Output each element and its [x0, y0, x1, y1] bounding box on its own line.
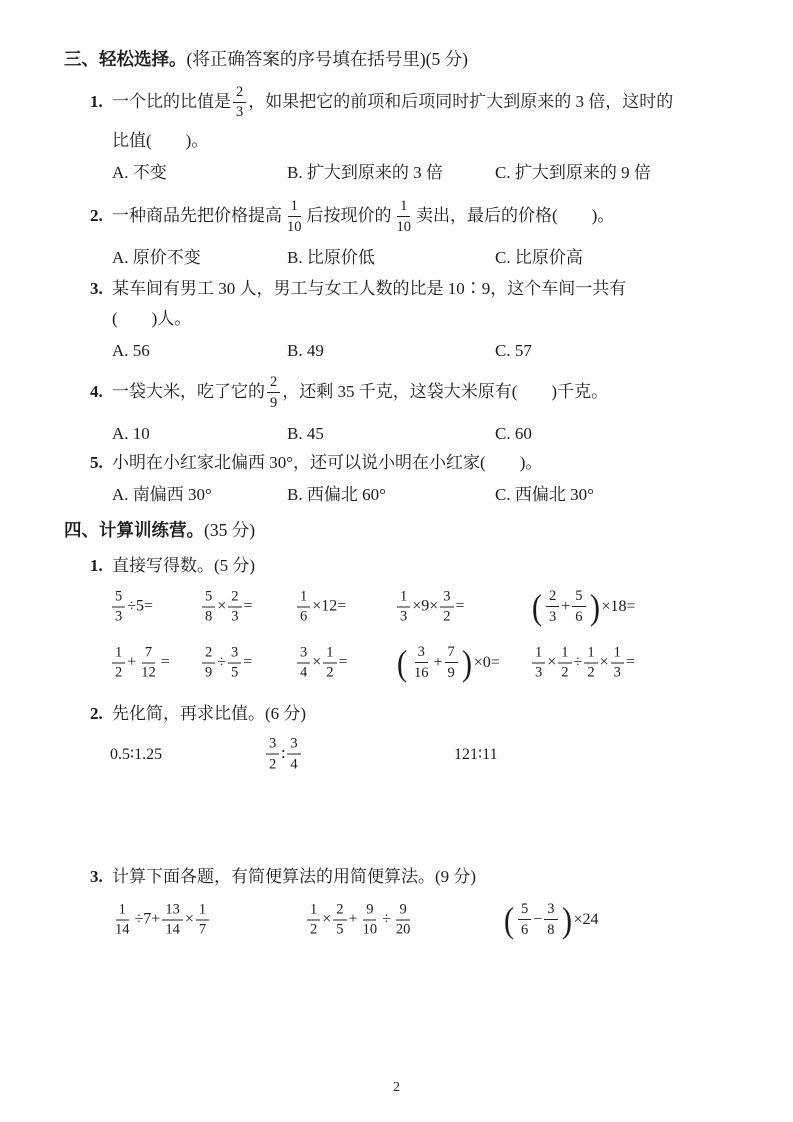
- sub2-title: [64, 701, 719, 727]
- sub3-title: [64, 864, 719, 890]
- text-run: 一袋大米，吃了它的: [112, 382, 265, 402]
- fraction: [307, 902, 320, 937]
- fraction: [323, 645, 336, 680]
- sub3-number: 3.: [90, 867, 103, 887]
- option-b: B. 比原价低: [287, 247, 375, 267]
- question-4-number: 4.: [90, 382, 103, 402]
- text-run: ÷: [217, 653, 227, 671]
- fraction-denominator: 3: [231, 608, 239, 625]
- ratio-expression: [454, 744, 498, 764]
- option-a: A. 不变: [112, 162, 167, 182]
- question-3-line-1: [112, 277, 626, 302]
- fraction-denominator: 2: [269, 756, 277, 773]
- fraction-numerator: 3: [297, 645, 310, 663]
- fraction: [297, 589, 310, 624]
- section4-title: 四、计算训练营。: [64, 519, 204, 540]
- fraction-denominator: 5: [231, 664, 239, 681]
- fraction-numerator: 2: [333, 902, 346, 920]
- text-run: ×: [217, 597, 227, 615]
- option-a: A. 56: [112, 340, 150, 360]
- option-b: B. 西偏北 60°: [287, 485, 386, 504]
- fraction-numerator: 2: [202, 645, 215, 663]
- question-4: [64, 371, 719, 446]
- open-paren: (: [396, 642, 408, 683]
- fraction-denominator: 4: [290, 756, 298, 773]
- math-expression: [530, 645, 635, 680]
- math-expression: [395, 642, 500, 683]
- sub2-number: 2.: [90, 703, 103, 723]
- math-expression: [110, 645, 170, 680]
- question-1-line-2: [112, 129, 208, 154]
- fraction-denominator: 10: [396, 218, 411, 235]
- fraction-numerator: 9: [396, 902, 409, 920]
- fraction-denominator: 10: [362, 921, 378, 938]
- text-run: −: [533, 910, 543, 928]
- option-c: C. 西偏北 30°: [495, 485, 594, 504]
- question-2-options: [90, 246, 719, 270]
- fraction: [112, 645, 125, 680]
- fraction-denominator: 20: [395, 921, 411, 938]
- text-run: 卖出，最后的价格( )。: [416, 206, 615, 226]
- math-expression: [395, 589, 465, 624]
- sub3-text: 计算下面各题，有简便算法的用简便算法。(9 分): [112, 867, 477, 887]
- fraction-denominator: 3: [400, 608, 408, 625]
- fraction: [546, 589, 559, 624]
- option-a: A. 10: [112, 423, 150, 443]
- fraction-numerator: 3: [228, 645, 241, 663]
- question-4-line-1: [112, 375, 608, 410]
- question-1-number: 1.: [90, 91, 103, 111]
- option-c: C. 57: [495, 340, 532, 360]
- fraction-numerator: 9: [363, 902, 376, 920]
- question-2-number: 2.: [90, 206, 103, 226]
- fraction-numerator: 1: [397, 589, 410, 607]
- fraction-denominator: 7: [198, 921, 207, 938]
- text-run: ×9×: [412, 597, 439, 615]
- text-run: =: [160, 653, 170, 671]
- fraction: [284, 199, 305, 234]
- fraction-denominator: 3: [115, 608, 123, 625]
- fraction-denominator: 9: [447, 664, 455, 681]
- text-run: ，如果把它的前项和后项同时扩大到原来的 3 倍，这时的: [248, 91, 674, 111]
- fraction: [287, 737, 300, 772]
- fraction-denominator: 6: [300, 608, 308, 625]
- text-run: =: [455, 597, 465, 615]
- option-b: B. 49: [287, 340, 324, 360]
- sub1-title: [64, 553, 719, 579]
- option-b: B. 扩大到原来的 3 倍: [287, 162, 443, 182]
- fraction: [584, 645, 597, 680]
- page-number: 2: [393, 1080, 400, 1095]
- calc-row-2: [64, 635, 719, 691]
- math-expression: [295, 645, 348, 680]
- fraction-numerator: 7: [142, 645, 155, 663]
- math-expression: [295, 589, 346, 624]
- ratio-expression: [110, 744, 162, 764]
- math-expression: [530, 586, 636, 627]
- question-1: [64, 80, 719, 184]
- question-5-number: 5.: [90, 453, 103, 473]
- fraction-denominator: 2: [587, 664, 595, 681]
- question-2: [64, 195, 719, 270]
- question-4-options: [90, 422, 719, 446]
- fraction: [360, 902, 381, 937]
- fraction-denominator: 3: [535, 664, 543, 681]
- question-5: [64, 451, 719, 506]
- fraction: [544, 902, 557, 937]
- text-run: =: [625, 653, 635, 671]
- fraction-denominator: 14: [165, 921, 180, 938]
- question-2-line-1: [112, 199, 614, 234]
- fraction: [445, 645, 458, 680]
- section4-heading: [64, 517, 719, 543]
- fraction-numerator: 1: [397, 199, 410, 217]
- fraction-numerator: 5: [112, 589, 125, 607]
- text-run: 后按现价的: [306, 206, 392, 226]
- text-run: 比值( )。: [112, 131, 209, 151]
- math-expression: [200, 589, 253, 624]
- fraction: [162, 902, 183, 937]
- text-run: 一种商品先把价格提高: [112, 206, 282, 226]
- fraction: [393, 902, 414, 937]
- fraction-numerator: 1: [611, 645, 624, 663]
- fraction-numerator: 5: [202, 589, 215, 607]
- fraction-denominator: 14: [115, 921, 130, 938]
- text-run: 某车间有男工 30 人，男工与女工人数的比是 10∶9，这个车间一共有: [112, 279, 627, 299]
- text-run: =: [338, 653, 348, 671]
- math-expression: [305, 902, 415, 937]
- close-paren: ): [589, 586, 600, 627]
- text-run: ÷5=: [127, 597, 154, 615]
- text-run: ÷: [382, 910, 391, 928]
- text-run: ，还剩 35 千克，这袋大米原有( )千克。: [282, 382, 609, 402]
- open-paren: (: [531, 586, 543, 627]
- fraction-denominator: 10: [287, 218, 302, 235]
- math-expression: [502, 899, 599, 940]
- fraction-denominator: 2: [561, 664, 569, 681]
- fraction: [196, 902, 209, 937]
- fraction-denominator: 4: [300, 664, 308, 681]
- text-run: =: [243, 597, 253, 615]
- fraction-denominator: 5: [336, 921, 344, 938]
- text-run: 0.5∶1.25: [110, 746, 163, 764]
- question-5-options: [90, 483, 719, 507]
- text-run: ×0=: [473, 653, 500, 671]
- fraction-denominator: 16: [414, 664, 429, 681]
- text-run: ×: [322, 910, 332, 928]
- fraction: [558, 645, 571, 680]
- fraction: [397, 589, 410, 624]
- fraction-numerator: 1: [584, 645, 597, 663]
- fraction-numerator: 2: [228, 589, 241, 607]
- fraction-numerator: 3: [544, 902, 557, 920]
- section3-heading: [64, 46, 719, 72]
- fraction: [202, 589, 215, 624]
- fraction-numerator: 3: [415, 645, 428, 663]
- question-3: [64, 277, 719, 362]
- fraction-denominator: 2: [443, 608, 451, 625]
- fraction: [333, 902, 346, 937]
- question-1-options: [90, 161, 719, 185]
- fraction-denominator: 9: [270, 394, 278, 411]
- fraction-denominator: 3: [549, 608, 557, 625]
- text-run: ×: [184, 910, 194, 928]
- text-run: ×: [547, 653, 557, 671]
- math-expression: [200, 645, 252, 680]
- fraction-denominator: 8: [547, 921, 555, 938]
- text-run: ∶: [281, 746, 286, 764]
- text-run: 121∶11: [454, 746, 498, 764]
- text-run: ×12=: [312, 597, 347, 615]
- fraction: [228, 645, 241, 680]
- fraction-numerator: 5: [518, 902, 531, 920]
- section3-title: 三、轻松选择。: [64, 49, 187, 69]
- fraction-numerator: 1: [116, 902, 129, 920]
- option-b: B. 45: [287, 423, 324, 443]
- fraction: [112, 589, 125, 624]
- text-run: ×24: [573, 910, 599, 928]
- fraction: [202, 645, 215, 680]
- fraction: [112, 902, 133, 937]
- fraction: [532, 645, 545, 680]
- fraction-numerator: 13: [162, 902, 183, 920]
- text-run: ÷: [573, 653, 583, 671]
- fraction-numerator: 5: [572, 589, 585, 607]
- fraction: [611, 645, 624, 680]
- fraction-denominator: 2: [310, 921, 318, 938]
- fraction-numerator: 1: [532, 645, 545, 663]
- text-run: ( )人。: [112, 309, 192, 329]
- text-run: 小明在小红家北偏西 30°，还可以说小明在小红家( )。: [112, 453, 543, 473]
- close-paren: ): [461, 642, 472, 683]
- text-run: ×18=: [601, 597, 636, 615]
- fraction-denominator: 12: [141, 664, 156, 681]
- fraction-denominator: 2: [115, 664, 123, 681]
- text-run: ÷7+: [134, 910, 161, 928]
- option-a: A. 原价不变: [112, 247, 201, 267]
- fraction-numerator: 3: [266, 737, 279, 755]
- fraction-numerator: 7: [445, 645, 458, 663]
- fraction-denominator: 6: [521, 921, 529, 938]
- section4-note: (35 分): [204, 519, 256, 540]
- fraction: [266, 737, 279, 772]
- fraction-numerator: 1: [196, 902, 209, 920]
- text-run: +: [127, 653, 137, 671]
- text-run: 一个比的比值是: [112, 91, 231, 111]
- fraction-numerator: 1: [323, 645, 336, 663]
- fraction: [267, 375, 280, 410]
- page-content: [64, 46, 719, 950]
- fraction-numerator: 1: [307, 902, 320, 920]
- question-3-options: [90, 339, 719, 363]
- fraction-numerator: 3: [440, 589, 453, 607]
- math-expression: [110, 589, 153, 624]
- fraction-numerator: 3: [287, 737, 300, 755]
- simplify-row: [64, 890, 719, 950]
- ratio-row: [64, 726, 719, 782]
- text-run: =: [243, 653, 253, 671]
- fraction: [297, 645, 310, 680]
- question-3-number: 3.: [90, 279, 103, 299]
- text-run: ×: [599, 653, 609, 671]
- option-c: C. 扩大到原来的 9 倍: [495, 162, 651, 182]
- text-run: ×: [312, 653, 322, 671]
- option-c: C. 60: [495, 423, 532, 443]
- fraction: [233, 85, 246, 120]
- fraction: [440, 589, 453, 624]
- math-expression: [110, 902, 211, 937]
- sub1-number: 1.: [90, 556, 103, 576]
- section3-note: (将正确答案的序号填在括号里)(5 分): [186, 49, 468, 69]
- fraction-numerator: 2: [546, 589, 559, 607]
- fraction: [138, 645, 159, 680]
- question-1-line-1: [112, 85, 673, 120]
- fraction-denominator: 3: [613, 664, 621, 681]
- fraction: [518, 902, 531, 937]
- fraction: [228, 589, 241, 624]
- fraction-numerator: 2: [267, 375, 280, 393]
- question-3-line-2: [112, 307, 191, 332]
- fraction-numerator: 1: [112, 645, 125, 663]
- question-5-line-1: [112, 451, 542, 476]
- ratio-expression: [264, 737, 303, 772]
- text-run: +: [348, 910, 358, 928]
- sub1-text: 直接写得数。(5 分): [112, 556, 256, 576]
- option-a: A. 南偏西 30°: [112, 485, 212, 504]
- fraction-numerator: 1: [288, 199, 301, 217]
- text-run: +: [561, 597, 571, 615]
- fraction-denominator: 2: [326, 664, 334, 681]
- open-paren: (: [503, 899, 515, 940]
- calc-row-1: [64, 579, 719, 635]
- fraction-denominator: 6: [575, 608, 583, 625]
- text-run: +: [433, 653, 443, 671]
- fraction-numerator: 2: [233, 85, 246, 103]
- option-c: C. 比原价高: [495, 247, 583, 267]
- close-paren: ): [561, 899, 572, 940]
- fraction-denominator: 3: [236, 104, 244, 121]
- fraction: [394, 199, 415, 234]
- fraction: [572, 589, 585, 624]
- sub2-text: 先化简，再求比值。(6 分): [112, 703, 307, 723]
- fraction-numerator: 1: [297, 589, 310, 607]
- fraction-denominator: 8: [205, 608, 213, 625]
- fraction: [411, 645, 432, 680]
- fraction-numerator: 1: [558, 645, 571, 663]
- fraction-denominator: 9: [205, 664, 213, 681]
